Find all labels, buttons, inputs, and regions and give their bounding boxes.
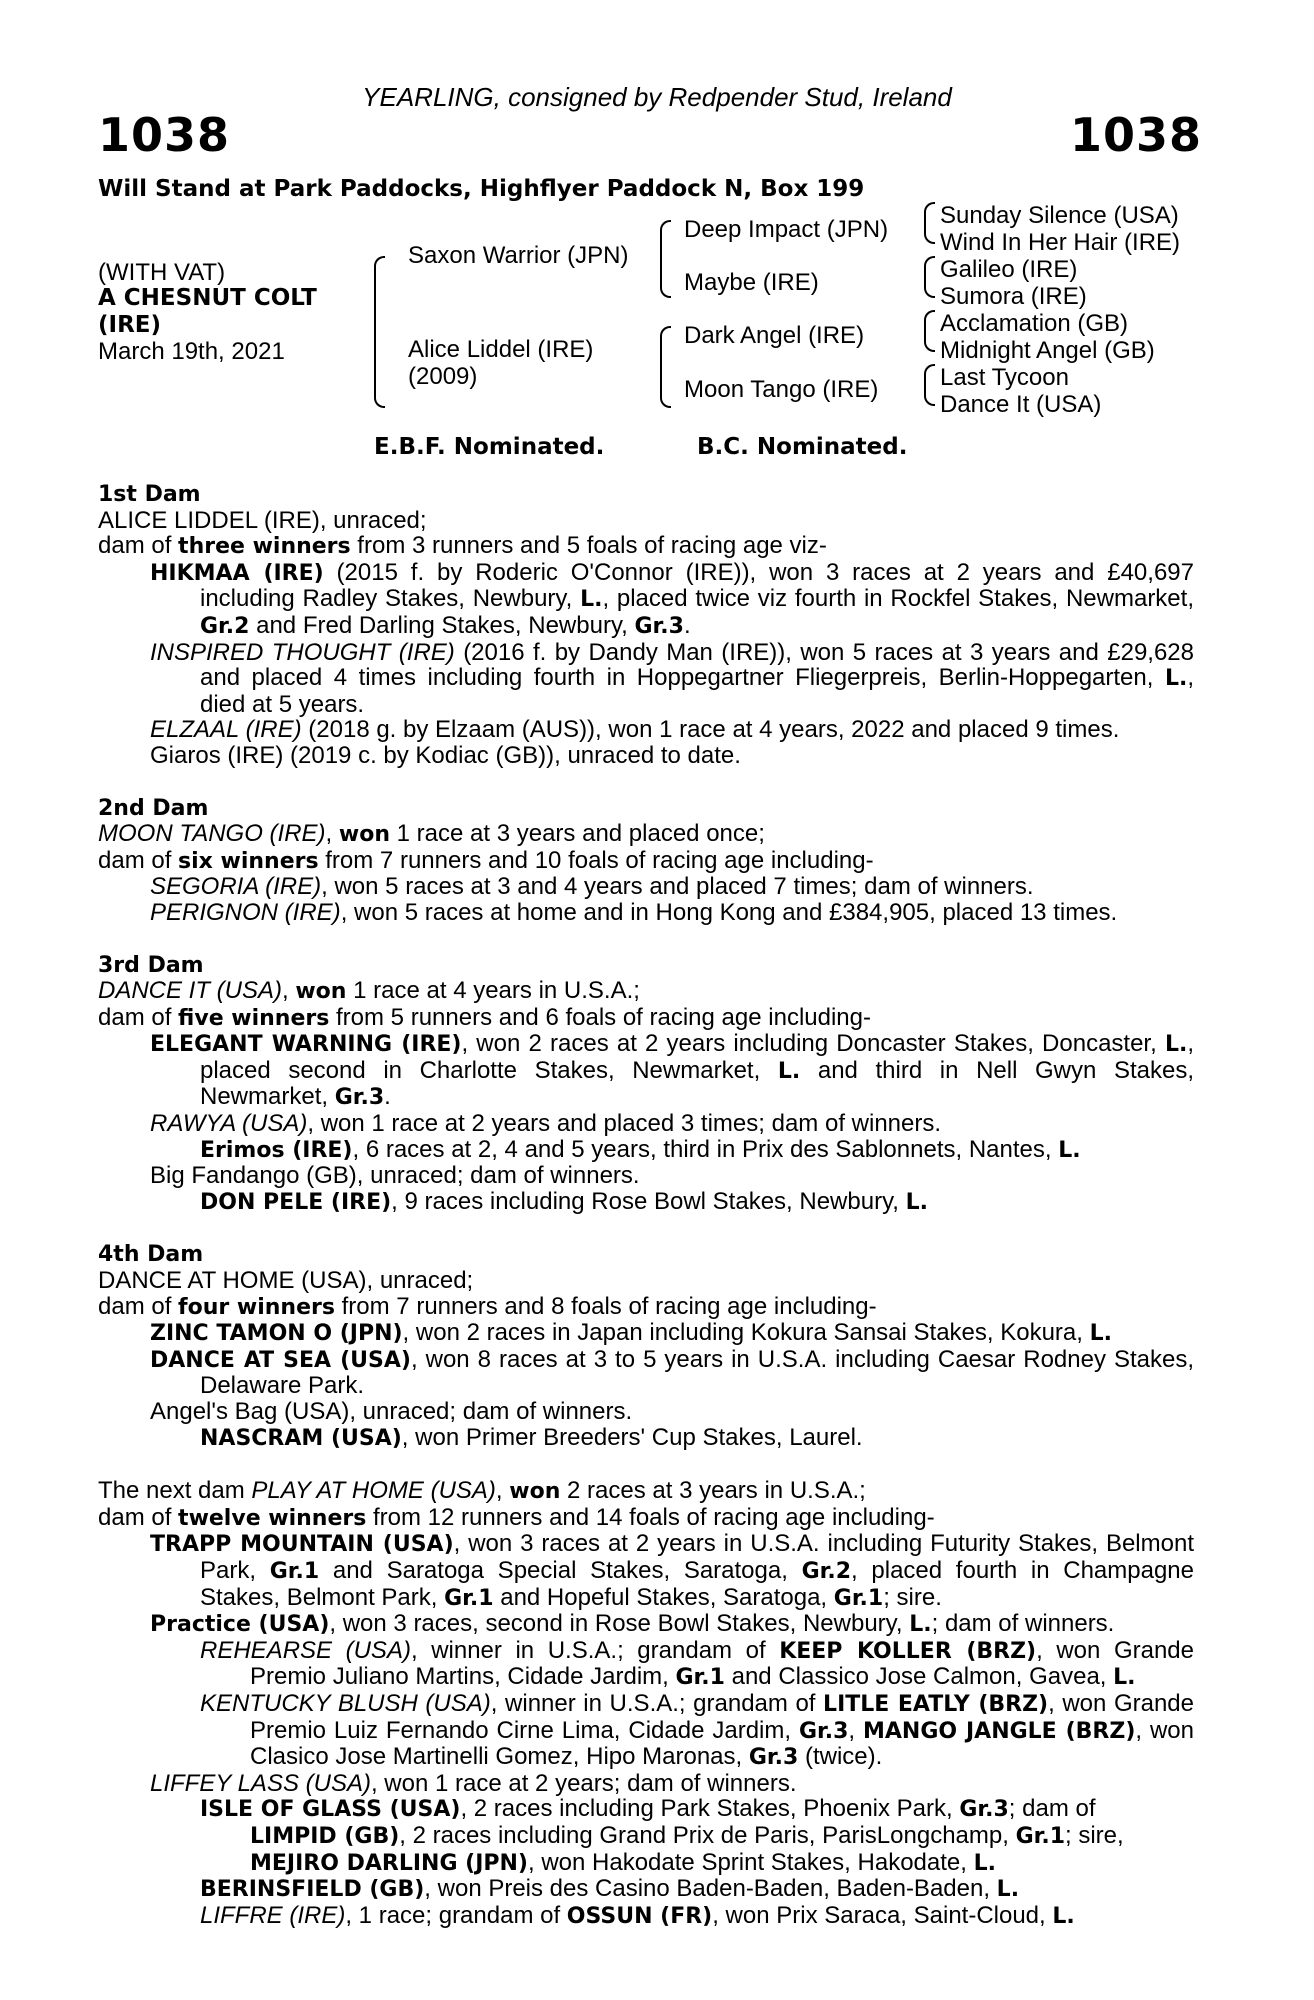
fourth-dam-line: DANCE AT HOME (USA), unraced;: [98, 1267, 474, 1295]
text-fragment: (2016 f. by Dandy Man (IRE)), won 5 races at 3 years and £29,628 and placed 4 times including fourth in Hoppegartner Fliegerpreis, Berlin-Hoppegarten,: [200, 638, 1194, 692]
text-fragment: , 6 races at 2, 4 and 5 years, third in Prix des Sablonnets, Nantes,: [352, 1135, 1059, 1163]
text-fragment: LIFFEY LASS (USA): [150, 1769, 371, 1797]
first-dam-line: ALICE LIDDEL (IRE), unraced;: [98, 506, 427, 534]
next-dam-produce-line: [98, 1505, 1194, 1532]
dam-records: [98, 482, 1194, 1929]
text-fragment: LIMPID (GB): [250, 1823, 400, 1849]
first-dam-heading: 1st Dam: [98, 482, 201, 507]
text-fragment: , placed second in Charlotte Stakes, Newmarket,: [200, 1030, 1194, 1084]
text-fragment: ISLE OF GLASS (USA): [200, 1797, 461, 1823]
text-fragment: (2015 f. by Roderic O'Connor (IRE)), won 3 races at 2 years and £40,697 including Radley Stakes, Newbury,: [200, 558, 1194, 613]
text-fragment: Erimos (IRE): [200, 1137, 353, 1163]
pedigree-brace-sd: [924, 256, 935, 298]
gen3-4: Sumora (IRE): [940, 283, 1087, 310]
second-dam-produce-line: [98, 848, 1194, 875]
text-fragment: , 2 races including Park Stakes, Phoenix Park,: [460, 1795, 960, 1823]
text-fragment: ,: [848, 1716, 863, 1744]
text-fragment: KEEP KOLLER (BRZ): [779, 1638, 1037, 1664]
text-fragment: RAWYA (USA): [150, 1110, 308, 1138]
fourth-dam-section: [98, 1242, 1194, 1451]
text-fragment: L.: [580, 587, 603, 613]
text-fragment: , won Clasico Jose Martinelli Gomez, Hipo Maronas,: [250, 1716, 1194, 1771]
produce-elzaal: [150, 717, 1194, 743]
text-fragment: Gr.3: [748, 1745, 799, 1771]
text-fragment: Gr.1: [269, 1558, 320, 1584]
text-fragment: Gr.3: [334, 1085, 385, 1111]
produce-nascram: [200, 1425, 1194, 1452]
pedigree-brace-sire: [660, 220, 671, 298]
text-fragment: , winner in U.S.A.; grandam of: [410, 1636, 780, 1664]
produce-big-fandango: Big Fandango (GB), unraced; dam of winners.: [150, 1162, 640, 1190]
text-fragment: ELZAAL (IRE): [150, 716, 302, 744]
produce-liffre: [200, 1903, 1194, 1930]
text-fragment: , won 3 races at 2 years in U.S.A. including Futurity Stakes, Belmont Park,: [200, 1530, 1194, 1584]
horse-country: (IRE): [98, 312, 162, 338]
text-fragment: ,: [282, 977, 296, 1005]
produce-rawya: [150, 1111, 1194, 1137]
gen3-5: Acclamation (GB): [940, 310, 1129, 337]
text-fragment: KENTUCKY BLUSH (USA): [200, 1689, 491, 1717]
text-fragment: ; sire,: [1065, 1821, 1124, 1849]
dam-dam: Moon Tango (IRE): [684, 376, 879, 403]
gen3-8: Dance It (USA): [940, 391, 1102, 418]
text-fragment: INSPIRED THOUGHT (IRE): [150, 638, 455, 666]
text-fragment: won: [338, 822, 390, 848]
text-fragment: , won 1 race at 2 years and placed 3 times; dam of winners.: [307, 1110, 942, 1138]
third-dam-line: [98, 978, 1194, 1005]
text-fragment: L.: [1058, 1137, 1081, 1163]
text-fragment: , died at 5 years.: [200, 664, 1194, 718]
text-fragment: L.: [1089, 1321, 1112, 1347]
text-fragment: PLAY AT HOME (USA): [251, 1477, 496, 1505]
produce-angels-bag: Angel's Bag (USA), unraced; dam of winners.: [150, 1398, 633, 1425]
text-fragment: , won Grande Premio Luiz Fernando Cirne Lima, Cidade Jardim,: [250, 1689, 1194, 1744]
next-dam-section: [98, 1478, 1194, 1929]
sire-sire: Deep Impact (JPN): [684, 216, 889, 243]
ebf-nomination: E.B.F. Nominated.: [374, 434, 605, 460]
produce-inspired-thought: [150, 640, 1194, 718]
text-fragment: L.: [1164, 666, 1188, 692]
text-fragment: , won Grande Premio Juliano Martins, Cidade Jardim,: [250, 1636, 1195, 1691]
text-fragment: from 7 runners and 10 foals of racing age including-: [318, 846, 874, 874]
text-fragment: , won 5 races at 3 and 4 years and placed 7 times; dam of winners.: [321, 873, 1034, 901]
text-fragment: Gr.1: [1015, 1823, 1066, 1849]
second-dam-line: [98, 821, 1194, 848]
text-fragment: TRAPP MOUNTAIN (USA): [150, 1532, 454, 1558]
produce-berinsfield: [200, 1876, 1194, 1903]
text-fragment: four winners: [178, 1294, 335, 1320]
produce-liffey-lass: [150, 1771, 1194, 1797]
text-fragment: SEGORIA (IRE): [150, 873, 322, 901]
text-fragment: BERINSFIELD (GB): [200, 1877, 425, 1903]
text-fragment: Gr.1: [444, 1585, 494, 1611]
first-dam-produce-line: [98, 533, 1194, 560]
produce-isle-of-glass: [200, 1796, 1194, 1823]
produce-don-pele: [200, 1189, 1194, 1216]
text-fragment: , won 3 races, second in Rose Bowl Stakes, Newbury,: [329, 1610, 910, 1638]
pedigree-brace-ds: [924, 310, 935, 352]
text-fragment: PERIGNON (IRE): [150, 898, 341, 926]
text-fragment: , placed twice viz fourth in Rockfel Stakes, Newmarket,: [602, 585, 1194, 613]
text-fragment: dam of: [98, 1292, 179, 1320]
fourth-dam-heading: 4th Dam: [98, 1242, 204, 1268]
text-fragment: ,: [325, 820, 339, 848]
produce-kentucky-blush: [200, 1691, 1194, 1771]
third-dam-heading: 3rd Dam: [98, 952, 204, 978]
second-dam-heading: 2nd Dam: [98, 795, 209, 821]
text-fragment: dam of: [98, 846, 179, 874]
text-fragment: , won Primer Breeders' Cup Stakes, Laurel.: [401, 1423, 863, 1451]
gen3-2: Wind In Her Hair (IRE): [940, 229, 1181, 256]
text-fragment: Gr.3: [634, 613, 684, 639]
text-fragment: , won 1 race at 2 years; dam of winners.: [370, 1769, 797, 1797]
text-fragment: MEJIRO DARLING (JPN): [250, 1850, 528, 1876]
text-fragment: , won 8 races at 3 to 5 years in U.S.A. including Caesar Rodney Stakes, Delaware Park.: [200, 1345, 1195, 1400]
text-fragment: Gr.3: [959, 1797, 1009, 1823]
text-fragment: L.: [1052, 1903, 1075, 1929]
text-fragment: , won Preis des Casino Baden-Baden, Baden-Baden,: [424, 1875, 997, 1903]
produce-zinc-tamon-o: [150, 1320, 1194, 1347]
pedigree-brace-dam: [660, 326, 671, 408]
text-fragment: , 2 races including Grand Prix de Paris, ParisLongchamp,: [399, 1821, 1016, 1849]
text-fragment: , won 2 races in Japan including Kokura Sansai Stakes, Kokura,: [402, 1319, 1090, 1347]
text-fragment: and Hopeful Stakes, Saratoga,: [493, 1583, 834, 1611]
text-fragment: L.: [909, 1612, 932, 1638]
text-fragment: LIFFRE (IRE): [200, 1901, 346, 1929]
third-dam-section: [98, 953, 1194, 1216]
text-fragment: Gr.2: [200, 613, 250, 639]
text-fragment: (twice).: [798, 1743, 883, 1771]
text-fragment: from 5 runners and 6 foals of racing age including-: [329, 1003, 871, 1031]
text-fragment: , won Hakodate Sprint Stakes, Hakodate,: [528, 1848, 974, 1876]
third-dam-produce-line: [98, 1005, 1194, 1032]
text-fragment: L.: [973, 1850, 996, 1876]
bc-nomination: B.C. Nominated.: [697, 434, 908, 460]
produce-hikmaa: [150, 560, 1194, 640]
text-fragment: (2018 g. by Elzaam (AUS)), won 1 race at 4 years, 2022 and placed 9 times.: [301, 716, 1120, 744]
text-fragment: ; sire.: [883, 1583, 942, 1611]
stand-location: Will Stand at Park Paddocks, Highflyer Paddock N, Box 199: [98, 176, 865, 202]
gen3-1: Sunday Silence (USA): [940, 202, 1179, 229]
produce-perignon: [150, 900, 1194, 926]
lot-number-left: 1038: [98, 108, 231, 162]
text-fragment: won: [295, 979, 347, 1005]
fourth-dam-produce-line: [98, 1294, 1194, 1321]
vat-note: (WITH VAT): [98, 259, 226, 286]
text-fragment: , 9 races including Rose Bowl Stakes, Newbury,: [391, 1187, 906, 1215]
next-dam-line: [98, 1478, 1194, 1505]
text-fragment: 2 races at 3 years in U.S.A.;: [560, 1477, 866, 1505]
dam-year: (2009): [408, 363, 478, 390]
text-fragment: L.: [996, 1877, 1020, 1903]
produce-mejiro-darling: [250, 1850, 1194, 1877]
consignment-line: YEARLING, consigned by Redpender Stud, Ireland: [362, 82, 952, 112]
text-fragment: Gr.1: [675, 1665, 725, 1691]
produce-rehearse: [200, 1638, 1194, 1691]
text-fragment: DANCE IT (USA): [98, 977, 283, 1005]
text-fragment: LITLE EATLY (BRZ): [823, 1691, 1049, 1717]
sire-name: Saxon Warrior (JPN): [408, 242, 629, 269]
pedigree-brace-ss: [924, 202, 935, 244]
text-fragment: six winners: [178, 848, 319, 874]
text-fragment: DON PELE (IRE): [200, 1189, 392, 1215]
gen3-7: Last Tycoon: [940, 364, 1069, 391]
text-fragment: L.: [905, 1189, 929, 1215]
text-fragment: , won Prix Saraca, Saint-Cloud,: [712, 1901, 1053, 1929]
text-fragment: MOON TANGO (IRE): [98, 820, 326, 848]
text-fragment: 1 race at 4 years in U.S.A.;: [346, 977, 640, 1005]
text-fragment: L.: [1164, 1032, 1188, 1058]
text-fragment: and third in Nell Gwyn Stakes, Newmarket,: [200, 1056, 1194, 1111]
text-fragment: ; dam of: [1008, 1795, 1096, 1823]
text-fragment: Gr.2: [801, 1558, 852, 1584]
produce-segoria: [150, 874, 1194, 900]
text-fragment: L.: [777, 1058, 801, 1084]
text-fragment: dam of: [98, 532, 179, 560]
text-fragment: , 1 race; grandam of: [345, 1901, 567, 1929]
text-fragment: dam of: [98, 1003, 179, 1031]
text-fragment: and Fred Darling Stakes, Newbury,: [249, 611, 635, 639]
lot-number-right: 1038: [1069, 108, 1202, 162]
text-fragment: , placed fourth in Champagne Stakes, Belmont Park,: [200, 1556, 1194, 1611]
text-fragment: The next dam: [98, 1477, 252, 1505]
text-fragment: ELEGANT WARNING (IRE): [150, 1032, 462, 1058]
produce-elegant-warning: [150, 1031, 1194, 1111]
text-fragment: twelve winners: [178, 1505, 367, 1531]
second-dam-section: [98, 796, 1194, 926]
text-fragment: .: [384, 1083, 391, 1111]
text-fragment: won: [509, 1479, 561, 1505]
horse-name: A CHESNUT COLT: [98, 285, 317, 311]
produce-practice: [150, 1611, 1194, 1638]
text-fragment: and Saratoga Special Stakes, Saratoga,: [319, 1556, 802, 1584]
text-fragment: OSSUN (FR): [566, 1903, 713, 1929]
foaling-date: March 19th, 2021: [98, 338, 285, 365]
text-fragment: ; dam of winners.: [931, 1610, 1115, 1638]
text-fragment: DANCE AT SEA (USA): [150, 1347, 411, 1373]
produce-dance-at-sea: [150, 1347, 1194, 1399]
text-fragment: HIKMAA (IRE): [150, 560, 324, 586]
text-fragment: 1 race at 3 years and placed once;: [390, 820, 765, 848]
text-fragment: from 12 runners and 14 foals of racing age including-: [366, 1503, 935, 1531]
dam-name: Alice Liddel (IRE): [408, 336, 594, 363]
dam-sire: Dark Angel (IRE): [684, 322, 865, 349]
produce-trapp-mountain: [150, 1531, 1194, 1611]
sire-dam: Maybe (IRE): [684, 269, 819, 296]
text-fragment: Gr.1: [833, 1585, 884, 1611]
text-fragment: three winners: [178, 534, 351, 560]
text-fragment: MANGO JANGLE (BRZ): [862, 1718, 1136, 1744]
text-fragment: NASCRAM (USA): [200, 1425, 402, 1451]
text-fragment: .: [683, 611, 691, 639]
text-fragment: ZINC TAMON O (JPN): [150, 1321, 403, 1347]
text-fragment: five winners: [178, 1005, 330, 1031]
text-fragment: , won 2 races at 2 years including Doncaster Stakes, Doncaster,: [461, 1030, 1165, 1058]
text-fragment: Practice (USA): [150, 1612, 330, 1638]
text-fragment: REHEARSE (USA): [200, 1636, 411, 1664]
text-fragment: , winner in U.S.A.; grandam of: [490, 1689, 824, 1717]
produce-limpid: [250, 1823, 1194, 1850]
text-fragment: from 7 runners and 8 foals of racing age including-: [334, 1292, 877, 1320]
first-dam-section: [98, 482, 1194, 769]
gen3-6: Midnight Angel (GB): [940, 337, 1155, 364]
pedigree-brace-dd: [924, 364, 935, 406]
text-fragment: L.: [1113, 1665, 1136, 1691]
text-fragment: from 3 runners and 5 foals of racing age viz-: [350, 532, 827, 560]
text-fragment: , won 5 races at home and in Hong Kong and £384,905, placed 13 times.: [340, 898, 1118, 926]
gen3-3: Galileo (IRE): [940, 256, 1078, 283]
text-fragment: Gr.3: [798, 1718, 849, 1744]
text-fragment: dam of: [98, 1503, 179, 1531]
text-fragment: and Classico Jose Calmon, Gavea,: [724, 1663, 1114, 1691]
pedigree-brace-gen1: [374, 256, 385, 408]
produce-giaros: Giaros (IRE) (2019 c. by Kodiac (GB)), unraced to date.: [150, 741, 741, 769]
produce-erimos: [200, 1137, 1194, 1164]
text-fragment: ,: [495, 1477, 510, 1505]
